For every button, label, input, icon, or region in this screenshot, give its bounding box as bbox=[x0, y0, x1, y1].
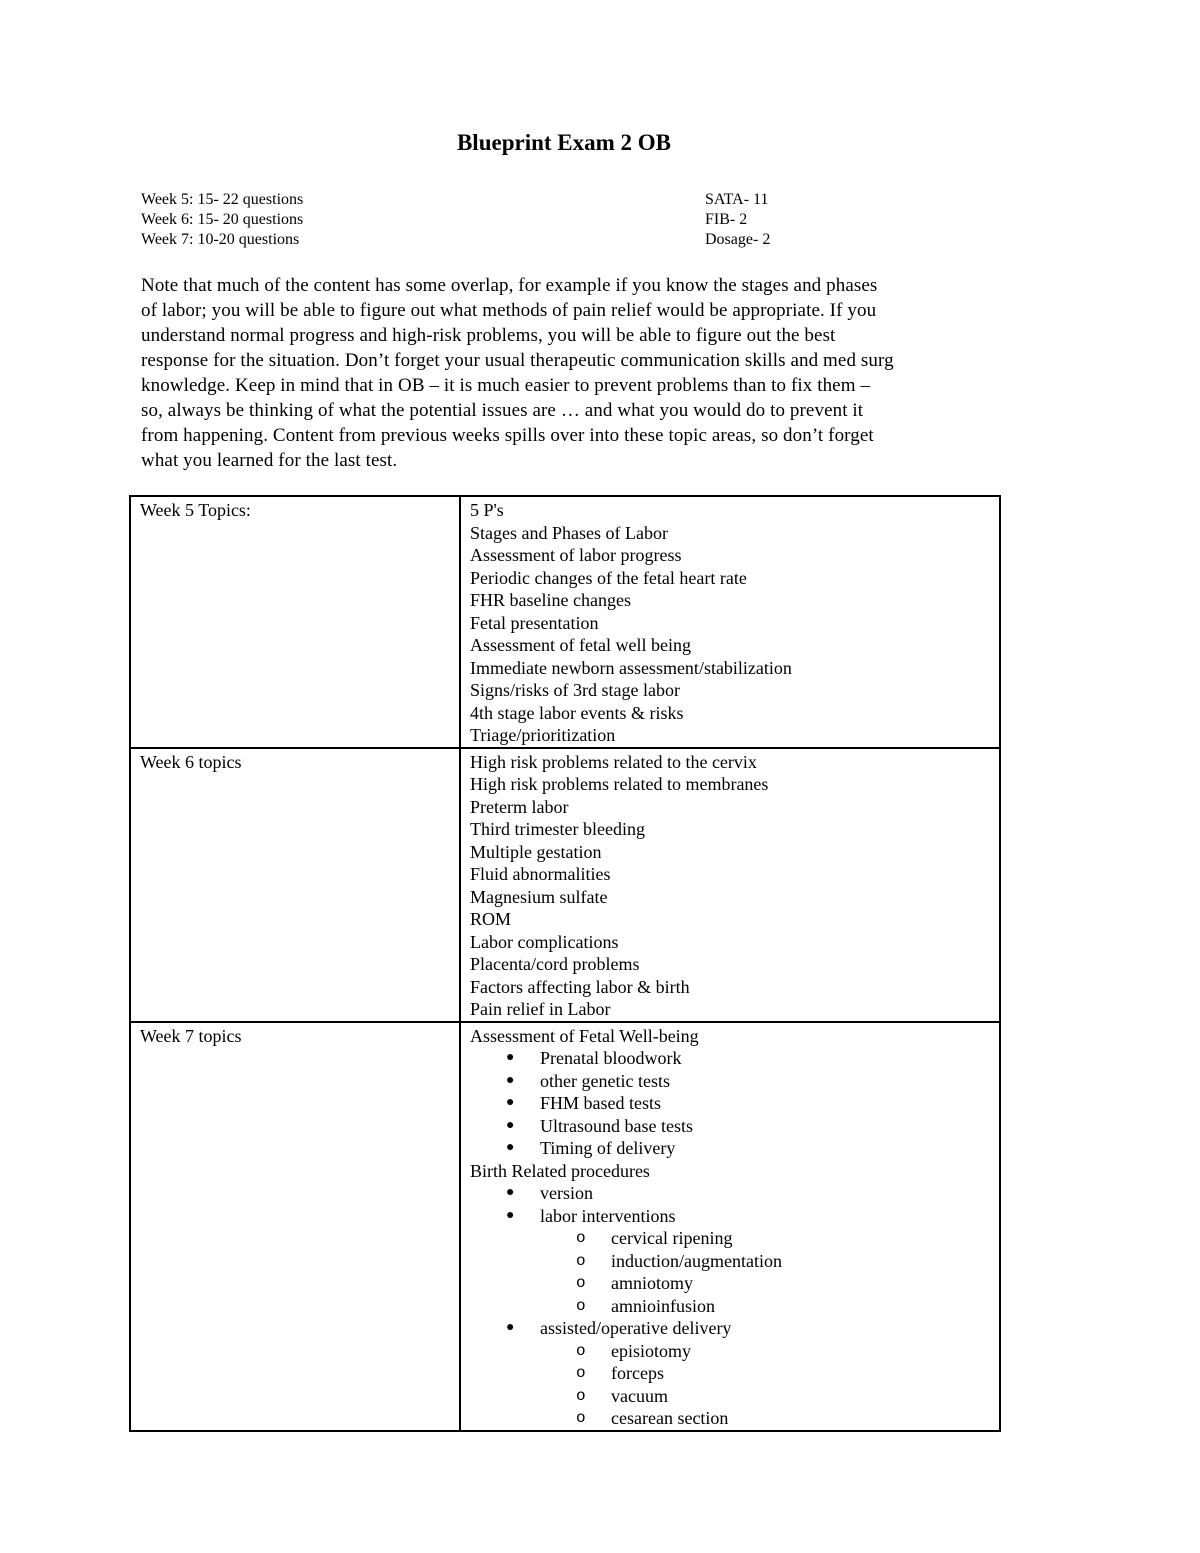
topic-item: ROM bbox=[470, 909, 512, 929]
topic-item: Labor complications bbox=[470, 931, 619, 952]
circle-bullet-icon: o bbox=[576, 1251, 586, 1270]
note-line: understand normal progress and high-risk problems, you will be able to figure out the best bbox=[141, 325, 836, 346]
bullet-icon: ● bbox=[506, 1095, 515, 1110]
sub-bullet-text: episiotomy bbox=[611, 1340, 691, 1361]
circle-bullet-icon: o bbox=[576, 1341, 586, 1360]
week6-row bbox=[130, 748, 1000, 1022]
note-line: so, always be thinking of what the potential issues are … and what you would do to prevent it bbox=[141, 400, 864, 421]
summary-row bbox=[141, 190, 1001, 210]
week-question-count: Week 6: 15- 20 questions bbox=[141, 211, 304, 228]
week-label: Week 7 topics bbox=[140, 1025, 242, 1046]
note-line: response for the situation. Don’t forget your usual therapeutic communication skills and med surg bbox=[141, 350, 894, 371]
topic-heading: Assessment of Fetal Well-being bbox=[470, 1025, 699, 1046]
bullet-icon: ● bbox=[506, 1072, 515, 1088]
sub-bullet-text: induction/augmentation bbox=[611, 1250, 782, 1271]
week5-row bbox=[130, 496, 1000, 748]
bullet-icon: ● bbox=[506, 1320, 515, 1335]
bullet-item bbox=[470, 1047, 991, 1070]
topic-item: Periodic changes of the fetal heart rate bbox=[470, 567, 747, 588]
circle-bullet-icon: o bbox=[576, 1409, 586, 1427]
note-paragraph bbox=[141, 273, 1001, 473]
week-label: Week 6 topics bbox=[140, 751, 242, 772]
sub-bullet-item bbox=[470, 1227, 991, 1250]
circle-bullet-icon: o bbox=[576, 1274, 586, 1292]
question-type-count: FIB- 2 bbox=[705, 211, 748, 228]
topic-item: Fetal presentation bbox=[470, 612, 599, 633]
question-type-count: Dosage- 2 bbox=[705, 231, 771, 248]
topic-heading: Birth Related procedures bbox=[470, 1160, 650, 1181]
sub-bullet-item bbox=[470, 1250, 991, 1273]
sub-bullet-item bbox=[470, 1362, 991, 1385]
bullet-item bbox=[470, 1092, 991, 1115]
sub-bullet-text: forceps bbox=[611, 1363, 664, 1383]
topic-item: Fluid abnormalities bbox=[470, 864, 611, 884]
week-question-count: Week 7: 10-20 questions bbox=[141, 231, 300, 248]
note-line: of labor; you will be able to figure out what methods of pain relief would be appropriate. If you bbox=[141, 300, 877, 321]
sub-bullet-text: amniotomy bbox=[611, 1273, 693, 1293]
topic-item: Signs/risks of 3rd stage labor bbox=[470, 680, 680, 700]
bullet-icon: ● bbox=[506, 1117, 515, 1133]
note-line: knowledge. Keep in mind that in OB – it is much easier to prevent problems than to fix them – bbox=[141, 375, 871, 396]
week6-topics-cell bbox=[460, 748, 1000, 1022]
question-summary bbox=[141, 190, 1001, 250]
topic-item: Immediate newborn assessment/stabilization bbox=[470, 657, 792, 678]
bullet-icon: ● bbox=[506, 1185, 515, 1200]
sub-bullet-text: cervical ripening bbox=[611, 1228, 733, 1248]
summary-row bbox=[141, 210, 1001, 230]
circle-bullet-icon: o bbox=[576, 1364, 586, 1382]
circle-bullet-icon: o bbox=[576, 1229, 586, 1247]
bullet-icon: ● bbox=[506, 1050, 515, 1065]
topic-item: Assessment of labor progress bbox=[470, 545, 682, 565]
week5-topics-cell bbox=[460, 496, 1000, 748]
bullet-item bbox=[470, 1182, 991, 1205]
week6-label-cell bbox=[130, 748, 460, 1022]
bullet-item bbox=[470, 1070, 991, 1093]
topic-item: Multiple gestation bbox=[470, 841, 602, 862]
bullet-item bbox=[470, 1205, 991, 1228]
bullet-text: Ultrasound base tests bbox=[540, 1115, 693, 1136]
week-label: Week 5 Topics: bbox=[140, 500, 251, 520]
sub-bullet-item bbox=[470, 1272, 991, 1295]
sub-bullet-item bbox=[470, 1407, 991, 1430]
topic-item: High risk problems related to the cervix bbox=[470, 751, 757, 772]
note-line: Note that much of the content has some overlap, for example if you know the stages and phases bbox=[141, 275, 878, 296]
bullet-item bbox=[470, 1115, 991, 1138]
summary-row bbox=[141, 230, 1001, 250]
bullet-text: version bbox=[540, 1183, 593, 1203]
circle-bullet-icon: o bbox=[576, 1296, 586, 1315]
topic-item: Placenta/cord problems bbox=[470, 954, 640, 974]
topic-item: Assessment of fetal well being bbox=[470, 635, 691, 655]
topic-item: Stages and Phases of Labor bbox=[470, 522, 668, 543]
topic-item: High risk problems related to membranes bbox=[470, 774, 769, 794]
week7-row bbox=[130, 1022, 1000, 1431]
note-line: from happening. Content from previous weeks spills over into these topic areas, so don’t forget bbox=[141, 425, 874, 446]
sub-bullet-item bbox=[470, 1385, 991, 1408]
sub-bullet-text: vacuum bbox=[611, 1385, 668, 1406]
circle-bullet-icon: o bbox=[576, 1386, 586, 1405]
topic-item: FHR baseline changes bbox=[470, 590, 631, 610]
sub-bullet-item bbox=[470, 1340, 991, 1363]
week7-topics-cell bbox=[460, 1022, 1000, 1431]
topics-table bbox=[129, 495, 1001, 1432]
sub-bullet-text: cesarean section bbox=[611, 1408, 729, 1428]
bullet-text: assisted/operative delivery bbox=[540, 1318, 732, 1338]
document-title: Blueprint Exam 2 OB bbox=[456, 130, 672, 155]
week5-label-cell bbox=[130, 496, 460, 748]
topic-item: 5 P's bbox=[470, 500, 504, 520]
topic-item: Pain relief in Labor bbox=[470, 999, 611, 1019]
bullet-text: Prenatal bloodwork bbox=[540, 1048, 682, 1068]
week-question-count: Week 5: 15- 22 questions bbox=[141, 191, 304, 208]
note-line: what you learned for the last test. bbox=[141, 450, 398, 471]
topic-item: 4th stage labor events & risks bbox=[470, 702, 684, 723]
bullet-icon: ● bbox=[506, 1207, 515, 1223]
topic-item: Third trimester bleeding bbox=[470, 819, 645, 839]
sub-bullet-text: amnioinfusion bbox=[611, 1295, 715, 1316]
week7-label-cell bbox=[130, 1022, 460, 1431]
bullet-icon: ● bbox=[506, 1140, 515, 1155]
sub-bullet-item bbox=[470, 1295, 991, 1318]
question-type-count: SATA- 11 bbox=[705, 191, 769, 208]
topic-item: Triage/prioritization bbox=[470, 725, 616, 745]
topic-item: Magnesium sulfate bbox=[470, 886, 608, 907]
bullet-text: other genetic tests bbox=[540, 1070, 670, 1091]
topic-item: Factors affecting labor & birth bbox=[470, 976, 690, 997]
bullet-item bbox=[470, 1137, 991, 1160]
topic-item: Preterm labor bbox=[470, 796, 569, 817]
bullet-text: labor interventions bbox=[540, 1205, 676, 1226]
bullet-text: Timing of delivery bbox=[540, 1138, 676, 1158]
bullet-item bbox=[470, 1317, 991, 1340]
bullet-text: FHM based tests bbox=[540, 1093, 661, 1113]
